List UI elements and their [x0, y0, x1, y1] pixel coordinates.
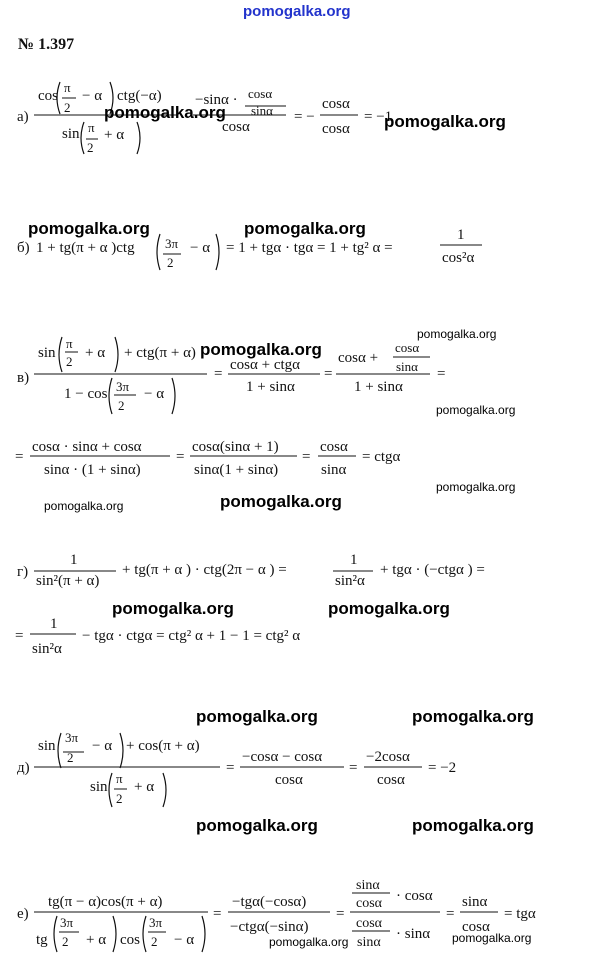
- svg-text:cosα +: cosα +: [338, 350, 379, 366]
- watermark-text: pomogalka.org: [104, 103, 226, 122]
- watermark-text: pomogalka.org: [412, 707, 534, 726]
- svg-text:sinα: sinα: [462, 894, 488, 910]
- item-a-label: а): [17, 109, 29, 125]
- svg-text:1: 1: [50, 616, 58, 632]
- svg-text:− tgα · ctgα = ctg² α + 1 − 1: − tgα · ctgα = ctg² α + 1 − 1 = ctg² α: [82, 628, 301, 644]
- svg-text:sin²(π + α): sin²(π + α): [36, 573, 100, 589]
- watermark-text: pomogalka.org: [384, 112, 506, 131]
- svg-text:=: =: [15, 449, 24, 465]
- site-header-link[interactable]: pomogalka.org: [243, 3, 351, 20]
- svg-text:= −: = −: [294, 109, 315, 125]
- svg-text:2: 2: [167, 255, 174, 270]
- svg-text:sin²α: sin²α: [335, 573, 365, 589]
- svg-text:1: 1: [350, 552, 358, 568]
- svg-text:=: =: [446, 906, 455, 922]
- svg-text:−2cosα: −2cosα: [366, 749, 410, 765]
- svg-text:=: =: [324, 366, 333, 382]
- watermark-text: pomogalka.org: [28, 219, 150, 238]
- svg-text:sinα: sinα: [251, 103, 273, 118]
- svg-text:π: π: [116, 771, 123, 786]
- svg-text:3π: 3π: [165, 236, 179, 251]
- watermark-text: pomogalka.org: [244, 219, 366, 238]
- svg-text:+ ctg(π + α): + ctg(π + α): [124, 345, 196, 361]
- watermark-text: pomogalka.org: [196, 816, 318, 835]
- svg-text:− α: − α: [190, 240, 211, 256]
- svg-text:+ α: + α: [85, 345, 106, 361]
- svg-text:2: 2: [62, 934, 69, 949]
- item-d-label: д): [17, 760, 30, 776]
- svg-text:− α: − α: [144, 386, 165, 402]
- watermark-text: pomogalka.org: [452, 931, 532, 945]
- svg-text:+ tgα · (−ctgα ) =: + tgα · (−ctgα ) =: [380, 562, 485, 578]
- svg-text:1 + sinα: 1 + sinα: [354, 379, 403, 395]
- watermark-text: pomogalka.org: [200, 340, 322, 359]
- svg-text:1 − cos: 1 − cos: [64, 386, 108, 402]
- svg-text:3π: 3π: [60, 915, 74, 930]
- item-b-label: б): [17, 240, 30, 256]
- svg-text:2: 2: [116, 791, 123, 806]
- watermark-text: pomogalka.org: [412, 816, 534, 835]
- svg-text:=: =: [176, 449, 185, 465]
- svg-text:=: =: [302, 449, 311, 465]
- svg-text:cos: cos: [38, 88, 58, 104]
- svg-text:1: 1: [70, 552, 78, 568]
- svg-text:cosα: cosα: [462, 919, 490, 935]
- svg-text:+ tg(π + α ) · ctg(2π − α ) =: + tg(π + α ) · ctg(2π − α ) =: [122, 562, 287, 578]
- svg-text:cosα: cosα: [322, 96, 350, 112]
- svg-text:tg(π − α)cos(π + α): tg(π − α)cos(π + α): [48, 894, 163, 910]
- svg-text:cosα: cosα: [222, 119, 250, 135]
- watermark-text: pomogalka.org: [436, 403, 516, 417]
- svg-text:sinα: sinα: [396, 359, 418, 374]
- svg-text:cosα(sinα + 1): cosα(sinα + 1): [192, 439, 279, 455]
- watermark-text: pomogalka.org: [220, 492, 342, 511]
- svg-text:=: =: [437, 366, 446, 382]
- svg-text:3π: 3π: [116, 379, 130, 394]
- svg-text:2: 2: [87, 140, 94, 155]
- svg-text:2: 2: [67, 750, 74, 765]
- svg-text:+ α: + α: [86, 932, 107, 948]
- svg-text:π: π: [66, 336, 73, 351]
- svg-text:2: 2: [118, 398, 125, 413]
- svg-text:sinα(1 + sinα): sinα(1 + sinα): [194, 462, 279, 478]
- svg-text:+ α: + α: [104, 127, 125, 143]
- watermark-text: pomogalka.org: [417, 327, 497, 341]
- svg-text:=: =: [213, 906, 222, 922]
- svg-text:· sinα: · sinα: [396, 926, 431, 942]
- svg-text:π: π: [64, 80, 71, 95]
- svg-text:sinα: sinα: [357, 935, 381, 950]
- svg-text:cos²α: cos²α: [442, 250, 475, 266]
- svg-text:3π: 3π: [65, 730, 79, 745]
- svg-text:sin: sin: [62, 126, 80, 142]
- svg-text:= ctgα: = ctgα: [362, 449, 401, 465]
- problem-number: № 1.397: [18, 36, 75, 53]
- svg-text:cosα: cosα: [395, 340, 420, 355]
- svg-text:1 + tg(π + α )ctg: 1 + tg(π + α )ctg: [36, 240, 135, 256]
- svg-text:−ctgα(−sinα): −ctgα(−sinα): [230, 919, 309, 935]
- svg-text:cosα: cosα: [322, 121, 350, 137]
- svg-text:= tgα: = tgα: [504, 906, 536, 922]
- svg-text:1: 1: [457, 227, 465, 243]
- svg-text:ctg(−α): ctg(−α): [117, 88, 162, 104]
- watermark-text: pomogalka.org: [196, 707, 318, 726]
- svg-text:=: =: [15, 628, 24, 644]
- watermark-text: pomogalka.org: [328, 599, 450, 618]
- svg-text:2: 2: [64, 100, 71, 115]
- item-g-label: г): [17, 564, 29, 580]
- svg-text:cosα: cosα: [356, 896, 382, 911]
- svg-text:cos: cos: [120, 932, 140, 948]
- svg-text:cosα: cosα: [356, 916, 382, 931]
- svg-text:sin: sin: [38, 345, 56, 361]
- svg-text:− α: − α: [92, 738, 113, 754]
- svg-text:cosα + ctgα: cosα + ctgα: [230, 357, 300, 373]
- svg-text:=: =: [349, 760, 358, 776]
- svg-text:=: =: [214, 366, 223, 382]
- item-v-label: в): [17, 370, 30, 386]
- watermark-text: pomogalka.org: [44, 499, 124, 513]
- svg-text:sin: sin: [90, 779, 108, 795]
- svg-text:sin: sin: [38, 738, 56, 754]
- svg-text:sinα: sinα: [321, 462, 347, 478]
- svg-text:= −2: = −2: [428, 760, 457, 776]
- svg-text:−tgα(−cosα): −tgα(−cosα): [232, 894, 307, 910]
- watermark-text: pomogalka.org: [436, 480, 516, 494]
- svg-text:+ cos(π + α): + cos(π + α): [126, 738, 200, 754]
- svg-text:−sinα ·: −sinα ·: [195, 92, 238, 108]
- svg-text:−cosα − cosα: −cosα − cosα: [242, 749, 323, 765]
- svg-text:cosα: cosα: [320, 439, 348, 455]
- svg-text:= −1: = −1: [364, 109, 393, 125]
- svg-text:cosα: cosα: [275, 772, 303, 788]
- svg-text:2: 2: [66, 354, 73, 369]
- svg-text:=: =: [226, 760, 235, 776]
- svg-text:+ α: + α: [134, 779, 155, 795]
- svg-text:− α: − α: [82, 88, 103, 104]
- watermark-text: pomogalka.org: [112, 599, 234, 618]
- svg-text:− α: − α: [174, 932, 195, 948]
- svg-text:· cosα: · cosα: [396, 888, 433, 904]
- watermark-text: pomogalka.org: [269, 935, 349, 949]
- item-e-label: е): [17, 906, 29, 922]
- svg-text:cosα · sinα + cosα: cosα · sinα + cosα: [32, 439, 142, 455]
- svg-text:sinα: sinα: [356, 878, 380, 893]
- svg-text:cosα: cosα: [377, 772, 405, 788]
- svg-text:sin²α: sin²α: [32, 641, 62, 657]
- svg-text:π: π: [88, 120, 95, 135]
- svg-text:= 1 + tgα · tgα = 1 + tg² α =: = 1 + tgα · tgα = 1 + tg² α =: [226, 240, 393, 256]
- svg-text:cosα: cosα: [248, 86, 273, 101]
- svg-text:sinα · (1 + sinα): sinα · (1 + sinα): [44, 462, 141, 478]
- svg-text:tg: tg: [36, 932, 48, 948]
- svg-text:=: =: [336, 906, 345, 922]
- svg-text:1 + sinα: 1 + sinα: [246, 379, 295, 395]
- svg-text:3π: 3π: [149, 915, 163, 930]
- svg-text:2: 2: [151, 934, 158, 949]
